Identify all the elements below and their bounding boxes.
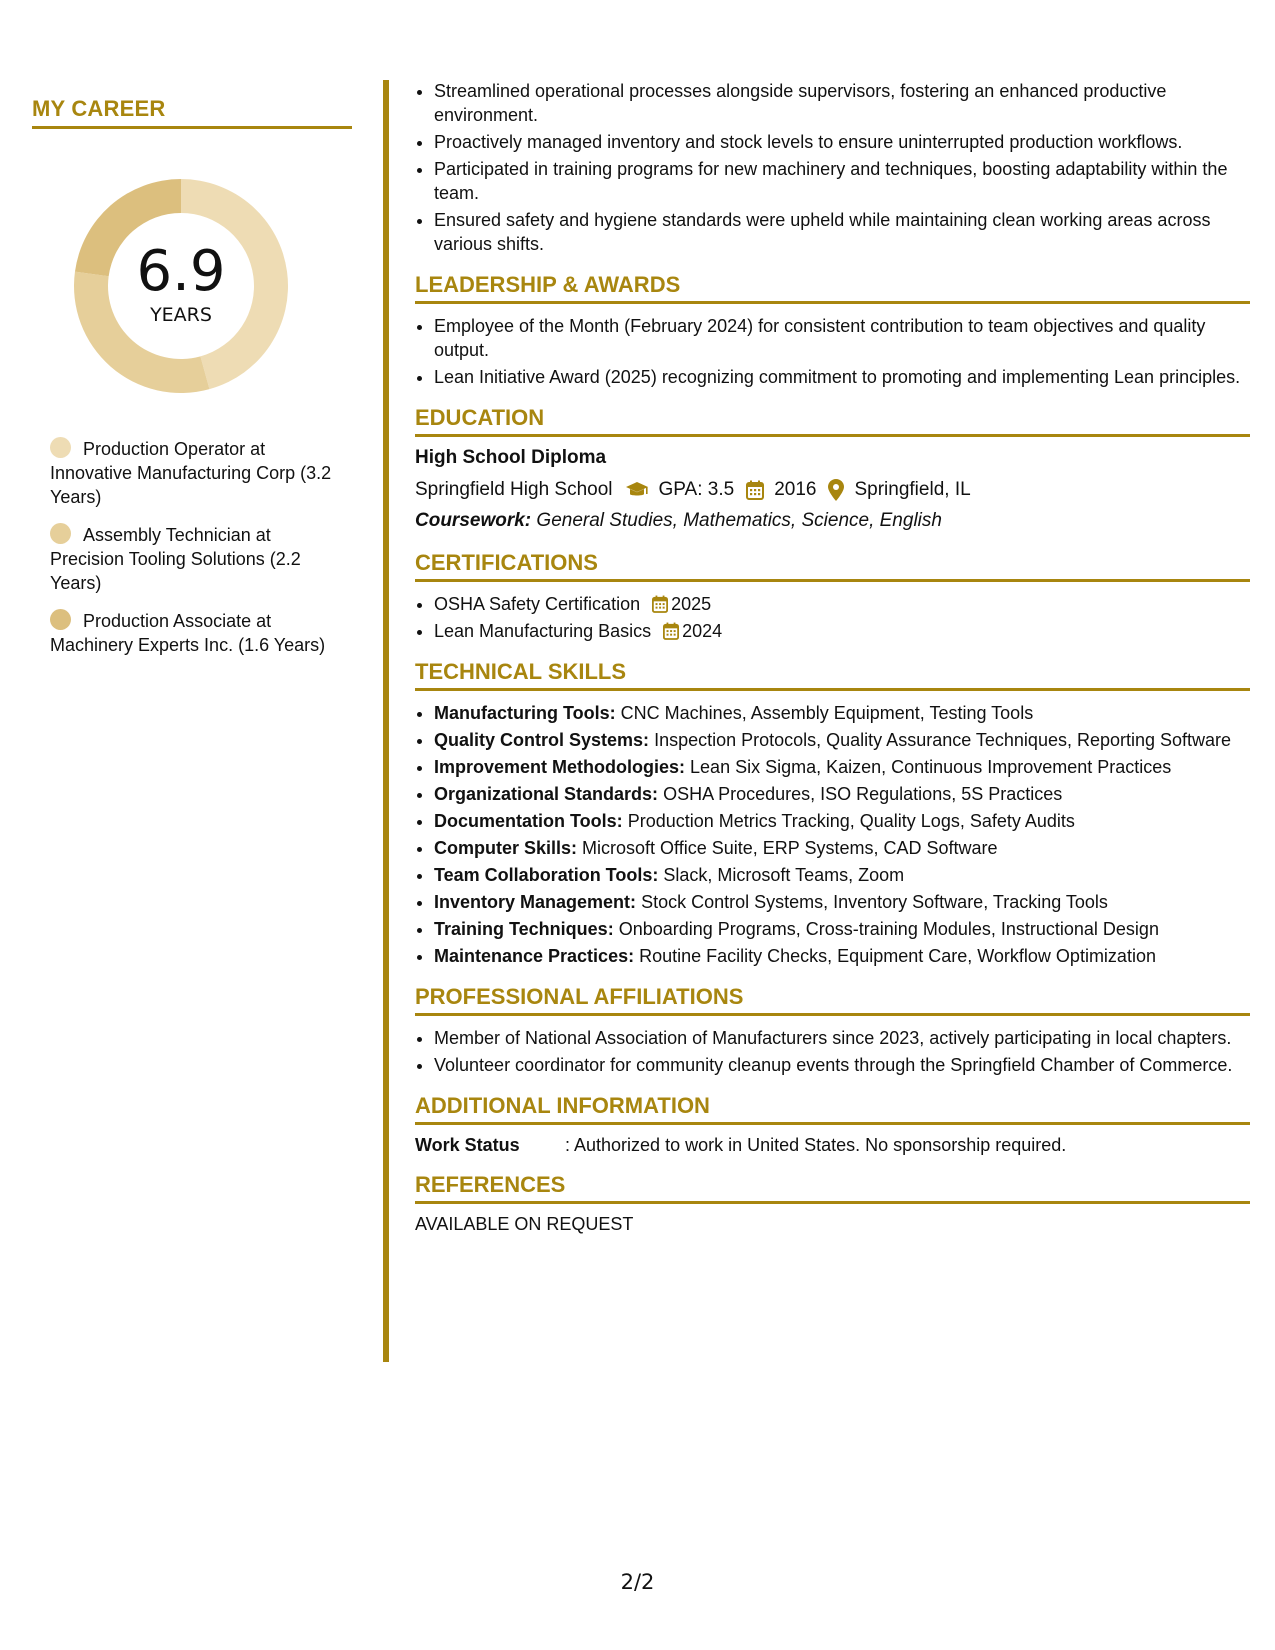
coursework-label: Coursework: bbox=[415, 510, 532, 531]
list-item: • Member of National Association of Manufacturers since 2023, actively participating in local chapters. bbox=[434, 1026, 1250, 1050]
experience-bullets bbox=[415, 79, 1250, 256]
calendar-icon bbox=[652, 595, 668, 613]
career-sidebar bbox=[32, 96, 352, 671]
list-item bbox=[434, 863, 1250, 887]
cert-name: • Lean Manufacturing Basics bbox=[434, 621, 652, 641]
cert-year: 2025 bbox=[671, 594, 712, 614]
list-item: • Employee of the Month (February 2024) for consistent contribution to team objectives and quality output. bbox=[434, 314, 1250, 362]
calendar-icon bbox=[746, 480, 764, 500]
education-school: Springfield High School bbox=[415, 479, 613, 500]
skill-value: Routine Facility Checks, Equipment Care, Workflow Optimization bbox=[639, 946, 1156, 966]
coursework-value: General Studies, Mathematics, Science, English bbox=[536, 510, 942, 531]
list-item bbox=[434, 944, 1250, 968]
education-details bbox=[415, 477, 1250, 503]
list-item bbox=[434, 917, 1250, 941]
graduation-cap-icon bbox=[625, 481, 649, 499]
skill-label: Team Collaboration Tools: bbox=[434, 865, 659, 885]
list-item bbox=[434, 755, 1250, 779]
legend-item bbox=[50, 609, 340, 657]
career-legend bbox=[50, 437, 340, 657]
education-heading: EDUCATION bbox=[415, 405, 1250, 437]
list-item bbox=[434, 890, 1250, 914]
career-title: MY CAREER bbox=[32, 96, 352, 129]
work-status-label: Work Status bbox=[415, 1135, 520, 1155]
list-item bbox=[434, 836, 1250, 860]
list-item bbox=[434, 592, 1250, 616]
skill-value: Slack, Microsoft Teams, Zoom bbox=[663, 865, 905, 885]
cert-name: • OSHA Safety Certification bbox=[434, 594, 641, 614]
column-divider bbox=[383, 80, 389, 1362]
certifications-list bbox=[415, 592, 1250, 643]
location-pin-icon bbox=[828, 479, 844, 501]
list-item bbox=[434, 809, 1250, 833]
skill-label: Inventory Management: bbox=[434, 892, 637, 912]
legend-dot-icon bbox=[50, 523, 71, 544]
skill-value: Onboarding Programs, Cross-training Modules, Instructional Design bbox=[618, 919, 1159, 939]
skill-label: Improvement Methodologies: bbox=[434, 757, 686, 777]
page-number: 2/2 bbox=[620, 1570, 655, 1594]
affiliations-heading: PROFESSIONAL AFFILIATIONS bbox=[415, 984, 1250, 1016]
skill-label: Quality Control Systems: bbox=[434, 730, 650, 750]
list-item bbox=[434, 619, 1250, 643]
donut-center bbox=[66, 171, 296, 401]
education-gpa: GPA: 3.5 bbox=[658, 479, 735, 500]
list-item: • Lean Initiative Award (2025) recognizing commitment to promoting and implementing Lean principles. bbox=[434, 365, 1250, 389]
legend-item bbox=[50, 437, 340, 509]
legend-text: Assembly Technician at Precision Tooling Solutions (2.2 Years) bbox=[50, 525, 301, 593]
skills-list bbox=[415, 701, 1250, 968]
education-degree: High School Diploma bbox=[415, 447, 607, 468]
skill-label: Organizational Standards: bbox=[434, 784, 659, 804]
list-item: • Ensured safety and hygiene standards were upheld while maintaining clean working areas across various shifts. bbox=[434, 208, 1250, 256]
skill-value: Production Metrics Tracking, Quality Logs, Safety Audits bbox=[627, 811, 1075, 831]
education-year: 2016 bbox=[774, 479, 817, 500]
skill-value: OSHA Procedures, ISO Regulations, 5S Practices bbox=[663, 784, 1063, 804]
work-status-value: : Authorized to work in United States. No sponsorship required. bbox=[565, 1135, 1067, 1155]
certifications-heading: CERTIFICATIONS bbox=[415, 550, 1250, 582]
leadership-list bbox=[415, 314, 1250, 389]
skill-value: Microsoft Office Suite, ERP Systems, CAD Software bbox=[582, 838, 998, 858]
skills-heading: TECHNICAL SKILLS bbox=[415, 659, 1250, 691]
legend-text: Production Associate at Machinery Experts Inc. (1.6 Years) bbox=[50, 611, 326, 655]
career-donut-chart bbox=[66, 171, 296, 401]
skill-label: Maintenance Practices: bbox=[434, 946, 635, 966]
education-location: Springfield, IL bbox=[854, 479, 971, 500]
list-item bbox=[434, 782, 1250, 806]
list-item: • Volunteer coordinator for community cleanup events through the Springfield Chamber of Commerce. bbox=[434, 1053, 1250, 1077]
list-item: • Streamlined operational processes alongside supervisors, fostering an enhanced productive environment. bbox=[434, 79, 1250, 127]
leadership-heading: LEADERSHIP & AWARDS bbox=[415, 272, 1250, 304]
list-item: • Participated in training programs for new machinery and techniques, boosting adaptability within the team. bbox=[434, 157, 1250, 205]
education-coursework bbox=[415, 508, 1250, 534]
skill-label: Training Techniques: bbox=[434, 919, 614, 939]
skill-label: Documentation Tools: bbox=[434, 811, 623, 831]
skill-value: Stock Control Systems, Inventory Software, Tracking Tools bbox=[641, 892, 1108, 912]
affiliations-list bbox=[415, 1026, 1250, 1077]
legend-text: Production Operator at Innovative Manufacturing Corp (3.2 Years) bbox=[50, 439, 332, 507]
skill-value: Inspection Protocols, Quality Assurance Techniques, Reporting Software bbox=[654, 730, 1232, 750]
total-years: 6.9 bbox=[136, 239, 226, 304]
list-item bbox=[434, 728, 1250, 752]
skill-value: Lean Six Sigma, Kaizen, Continuous Improvement Practices bbox=[690, 757, 1172, 777]
work-status-row bbox=[415, 1135, 1250, 1156]
references-text: AVAILABLE ON REQUEST bbox=[415, 1214, 634, 1234]
references-heading: REFERENCES bbox=[415, 1172, 1250, 1204]
skill-label: Manufacturing Tools: bbox=[434, 703, 616, 723]
skill-label: Computer Skills: bbox=[434, 838, 578, 858]
additional-heading: ADDITIONAL INFORMATION bbox=[415, 1093, 1250, 1125]
legend-dot-icon bbox=[50, 437, 71, 458]
list-item: • Proactively managed inventory and stock levels to ensure uninterrupted production workflows. bbox=[434, 130, 1250, 154]
calendar-icon bbox=[663, 622, 679, 640]
list-item bbox=[434, 701, 1250, 725]
skill-value: CNC Machines, Assembly Equipment, Testing Tools bbox=[620, 703, 1034, 723]
legend-item bbox=[50, 523, 340, 595]
legend-dot-icon bbox=[50, 609, 71, 630]
years-label: YEARS bbox=[150, 304, 212, 326]
cert-year: 2024 bbox=[682, 621, 723, 641]
main-column bbox=[415, 79, 1250, 1235]
